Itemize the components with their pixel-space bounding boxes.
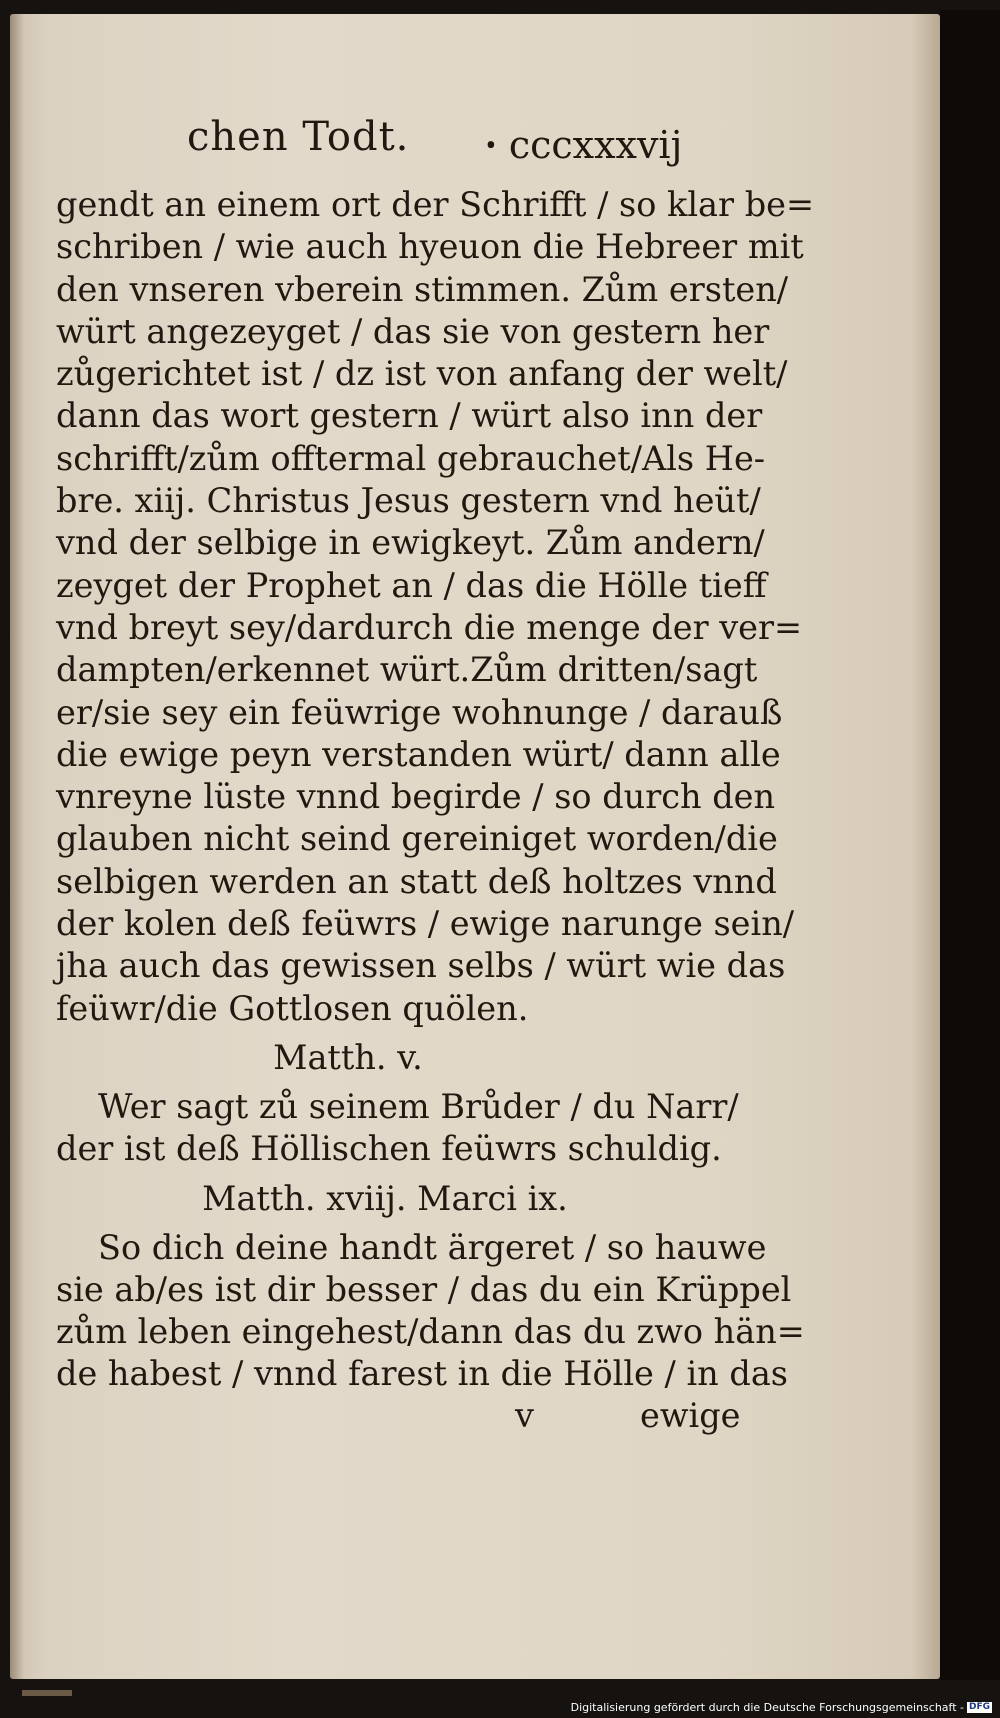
text-line: er/sie sey ein feüwrige wohnunge / darauß bbox=[56, 692, 783, 732]
section-heading-matthew-18-mark-9: Matth. xviij. Marci ix. bbox=[202, 1178, 568, 1218]
text-line: de habest / vnnd farest in die Hölle / in das bbox=[56, 1354, 788, 1394]
page-header bbox=[50, 114, 750, 184]
folio-number: ꞏ cccxxxvij bbox=[485, 123, 683, 167]
text-line: vnd der selbige in ewigkeyt. Zům andern/ bbox=[56, 523, 765, 563]
body-text bbox=[50, 184, 815, 1030]
text-line: bre. xiij. Christus Jesus gestern vnd heüt/ bbox=[56, 481, 761, 521]
text-line: selbigen werden an statt deß holtzes vnnd bbox=[56, 861, 777, 901]
text-line: der kolen deß feüwrs / ewige narunge sein/ bbox=[56, 904, 795, 944]
text-line: dampten/erkennet würt.Zům dritten/sagt bbox=[56, 650, 758, 690]
running-head: chen Todt. bbox=[187, 114, 410, 160]
text-line: dann das wort gestern / würt also inn der bbox=[56, 396, 763, 436]
text-line: glauben nicht seind gereiniget worden/die bbox=[56, 819, 778, 859]
text-block bbox=[50, 114, 815, 1438]
text-line: schriben / wie auch hyeuon die Hebreer mit bbox=[56, 227, 804, 267]
text-line: gendt an einem ort der Schrifft / so klar be= bbox=[56, 185, 815, 224]
credit-text: Digitalisierung gefördert durch die Deutsche Forschungsgemeinschaft - bbox=[570, 1701, 964, 1714]
book-page bbox=[10, 14, 940, 1679]
text-line: Wer sagt zů seinem Brůder / du Narr/ bbox=[98, 1086, 739, 1126]
text-line: So dich deine handt ärgeret / so hauwe bbox=[98, 1227, 767, 1267]
text-line: feüwr/die Gottlosen quölen. bbox=[56, 988, 529, 1028]
text-line: zům leben eingehest/dann das du zwo hän= bbox=[56, 1312, 805, 1352]
catchword: ewige bbox=[640, 1395, 741, 1435]
page-footer bbox=[50, 1396, 750, 1438]
page-edge-mark bbox=[22, 1690, 72, 1696]
text-line: zůgerichtet ist / dz ist von anfang der welt/ bbox=[56, 354, 788, 394]
text-line: schrifft/zům offtermal gebrauchet/Als He- bbox=[56, 438, 766, 478]
spine-shadow bbox=[10, 14, 24, 1679]
signature-mark: v bbox=[515, 1395, 534, 1435]
text-line: würt angezeyget / das sie von gestern her bbox=[56, 311, 770, 351]
section-heading-matthew-5: Matth. v. bbox=[273, 1037, 423, 1077]
text-line: sie ab/es ist dir besser / das du ein Krüppel bbox=[56, 1269, 792, 1309]
text-line: den vnseren vberein stimmen. Zům ersten/ bbox=[56, 269, 789, 309]
text-line: der ist deß Höllischen feüwrs schuldig. bbox=[56, 1129, 722, 1169]
text-line: jha auch das gewissen selbs / würt wie das bbox=[56, 946, 786, 986]
digitization-credit bbox=[571, 1701, 992, 1714]
book-board-edge bbox=[940, 10, 1000, 1680]
text-line: die ewige peyn verstanden würt/ dann alle bbox=[56, 734, 781, 774]
text-line: vnd breyt sey/dardurch die menge der ver= bbox=[56, 607, 803, 647]
dfg-logo: DFG bbox=[968, 1702, 990, 1712]
text-line: zeyget der Prophet an / das die Hölle tieff bbox=[56, 565, 767, 605]
text-line: vnreyne lüste vnnd begirde / so durch den bbox=[56, 777, 776, 817]
